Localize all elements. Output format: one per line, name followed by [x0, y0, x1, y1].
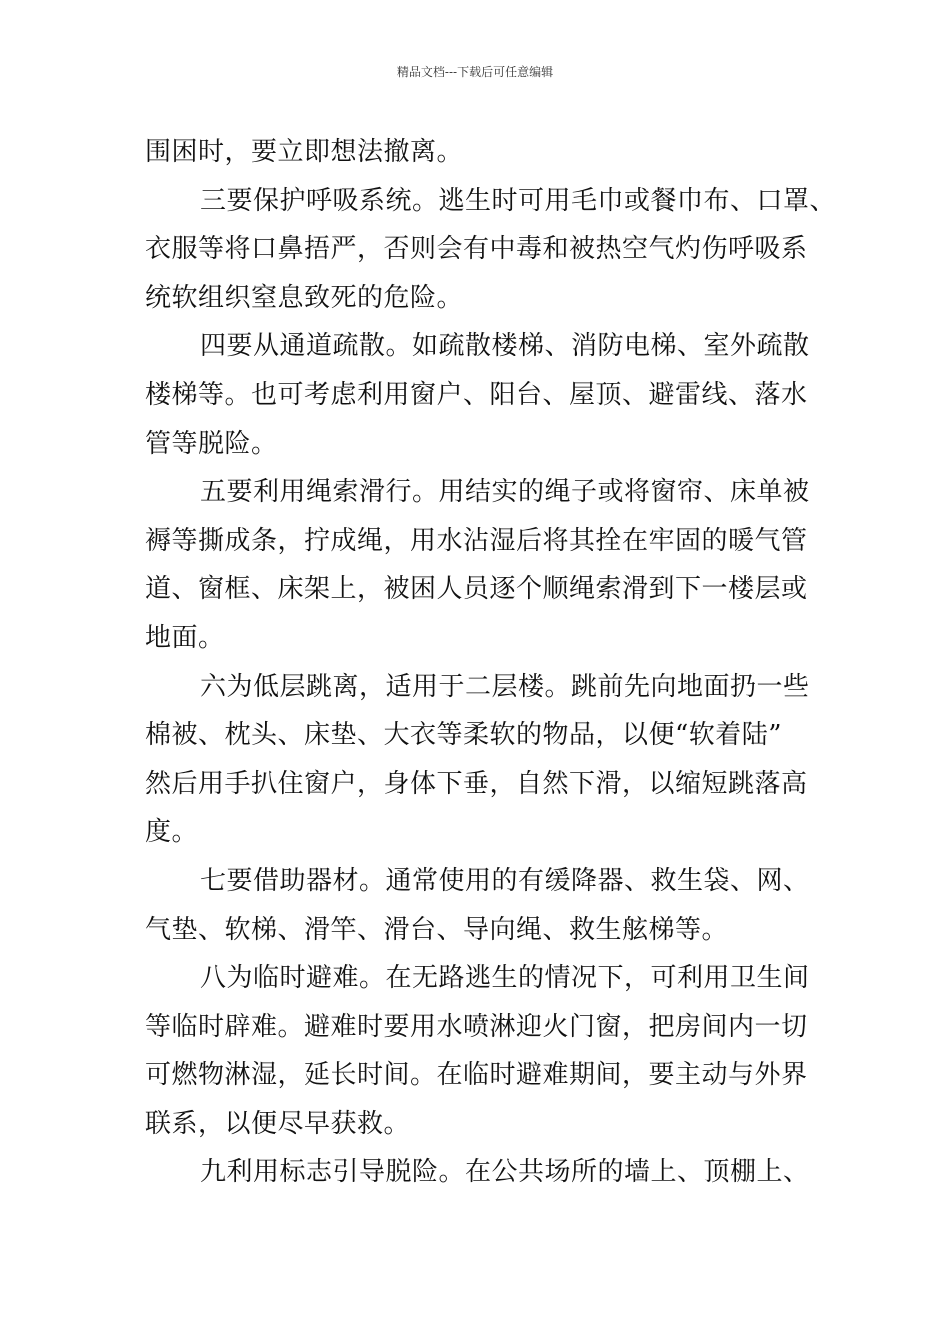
text-line: 棉被、枕头、床垫、大衣等柔软的物品，以便“软着陆”: [145, 720, 783, 751]
document-body: [145, 128, 837, 1197]
text-line: 管等脱险。: [145, 428, 278, 459]
text-line: 联系，以便尽早获救。: [145, 1108, 411, 1139]
text-line: 统软组织窒息致死的危险。: [145, 282, 464, 313]
paragraph-first-line: 九利用标志引导脱险。在公共场所的墙上、顶棚上、: [200, 1157, 810, 1188]
text-line: 道、窗框、床架上，被困人员逐个顺绳索滑到下一楼层或: [145, 574, 808, 605]
text-line: 然后用手扒住窗户，身体下垂，自然下滑，以缩短跳落高: [145, 768, 808, 799]
paragraph-first-line: 八为临时避难。在无路逃生的情况下，可利用卫生间: [200, 963, 810, 994]
text-line: 楼梯等。也可考虑利用窗户、阳台、屋顶、避雷线、落水: [145, 379, 808, 410]
paragraph-first-line: 五要利用绳索滑行。用结实的绳子或将窗帘、床单被: [200, 477, 810, 508]
page-header: 精品文档---下载后可任意编辑: [396, 65, 554, 79]
text-line: 等临时辟难。避难时要用水喷淋迎火门窗，把房间内一切: [145, 1011, 808, 1042]
paragraph-first-line: 三要保护呼吸系统。逃生时可用毛巾或餐巾布、口罩、: [200, 185, 837, 216]
text-line: 衣服等将口鼻捂严，否则会有中毒和被热空气灼伤呼吸系: [145, 234, 808, 265]
text-line: 度。: [145, 817, 199, 848]
paragraph-first-line: 七要借助器材。通常使用的有缓降器、救生袋、网、: [200, 865, 810, 896]
text-line: 地面。: [145, 622, 225, 653]
paragraph-first-line: 四要从通道疏散。如疏散楼梯、消防电梯、室外疏散: [200, 331, 810, 362]
text-line: 可燃物淋湿，延长时间。在临时避难期间，要主动与外界: [145, 1060, 808, 1091]
text-line: 气垫、软梯、滑竿、滑台、导向绳、救生舷梯等。: [145, 914, 729, 945]
text-line: 褥等撕成条，拧成绳，用水沾湿后将其拴在牢固的暖气管: [145, 525, 808, 556]
text-line: 围困时，要立即想法撤离。: [145, 137, 464, 167]
paragraph-first-line: 六为低层跳离，适用于二层楼。跳前先向地面扔一些: [200, 671, 810, 702]
